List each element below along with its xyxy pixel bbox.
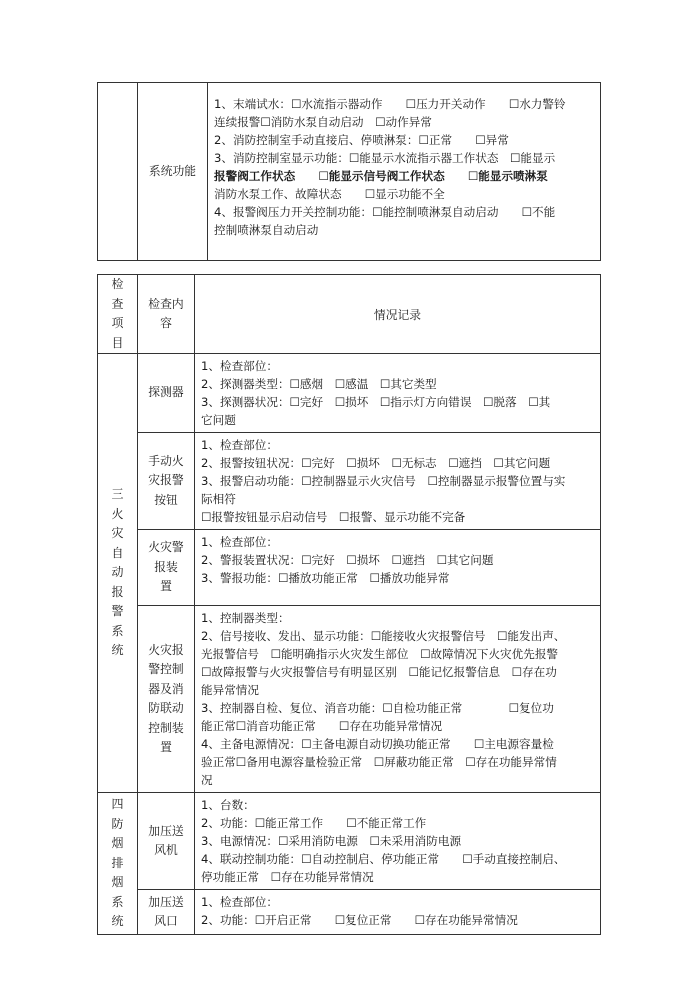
record-cell-alarm-device	[195, 530, 601, 606]
record-line: 它问题	[201, 413, 236, 427]
record-line: 2、功能：☐开启正常 ☐复位正常 ☐存在功能异常情况	[201, 913, 518, 927]
record-line: 1、检查部位：	[201, 895, 278, 909]
record-line: 2、功能：☐能正常工作 ☐不能正常工作	[201, 816, 427, 830]
section-category-smoke-control: 四 防 烟 排 烟 系 统	[98, 793, 138, 935]
record-cell-manual-button	[195, 433, 601, 530]
record-line: ☐报警按钮显示启动信号 ☐报警、显示功能不完备	[201, 510, 466, 524]
main-table	[97, 274, 601, 935]
table-row	[98, 530, 601, 606]
table-row	[98, 793, 601, 890]
record-line: 1、检查部位：	[201, 535, 278, 549]
record-line: 2、警报装置状况：☐完好 ☐损坏 ☐遮挡 ☐其它问题	[201, 553, 494, 567]
record-line: 1、台数：	[201, 798, 255, 812]
record-line: 光报警信号 ☐能明确指示火灾发生部位 ☐故障情况下火灾优先报警	[201, 647, 559, 661]
section-category-fire-alarm: 三 火 灾 自 动 报 警 系 统	[98, 354, 138, 793]
table-row	[98, 890, 601, 935]
record-line: 报警阀工作状态 ☐能显示信号阀工作状态 ☐能显示喷淋泵	[214, 169, 548, 183]
record-line: 停功能正常 ☐存在功能异常情况	[201, 870, 374, 884]
table-row	[98, 433, 601, 530]
record-line: 3、消防控制室显示功能：☐能显示水流指示器工作状态 ☐能显示	[214, 151, 556, 165]
item-name-manual-button: 手动火 灾报警 按钮	[138, 433, 195, 530]
record-line: 1、检查部位：	[201, 359, 278, 373]
system-function-row	[98, 83, 601, 261]
header-record: 情况记录	[195, 275, 601, 354]
record-line: 能异常情况	[201, 683, 259, 697]
record-line: 能正常☐消音功能正常 ☐存在功能异常情况	[201, 719, 443, 733]
record-line: 4、主备电源情况：☐主备电源自动切换功能正常 ☐主电源容量检	[201, 737, 554, 751]
record-line: 3、电源情况：☐采用消防电源 ☐未采用消防电源	[201, 834, 462, 848]
record-cell-pressurization-fan	[195, 793, 601, 890]
record-line: 1、控制器类型：	[201, 611, 290, 625]
record-line: 控制喷淋泵自动启动	[214, 223, 319, 237]
header-check-content: 检查内 容	[138, 275, 195, 354]
item-name-alarm-device: 火灾警 报装 置	[138, 530, 195, 606]
header-check-item: 检 查 项 目	[98, 275, 138, 354]
table-row	[98, 606, 601, 793]
top-table	[97, 82, 601, 261]
record-line: 3、报警启动功能：☐控制器显示火灾信号 ☐控制器显示报警位置与实	[201, 474, 566, 488]
record-line: 况	[201, 773, 213, 787]
record-line: 4、联动控制功能：☐自动控制启、停功能正常 ☐手动直接控制启、	[201, 852, 566, 866]
record-line: 1、末端试水：☐水流指示器动作 ☐压力开关动作 ☐水力警铃	[214, 97, 566, 111]
record-line: 2、探测器类型：☐感烟 ☐感温 ☐其它类型	[201, 377, 437, 391]
record-line: 1、检查部位：	[201, 438, 278, 452]
record-cell-detector	[195, 354, 601, 433]
item-name-controller: 火灾报 警控制 器及消 防联动 控制装 置	[138, 606, 195, 793]
item-name-pressurization-vent: 加压送 风口	[138, 890, 195, 935]
record-line: 消防水泵工作、故障状态 ☐显示功能不全	[214, 187, 445, 201]
record-line: 4、报警阀压力开关控制功能：☐能控制喷淋泵自动启动 ☐不能	[214, 205, 556, 219]
record-line: 际相符	[201, 492, 236, 506]
record-cell-pressurization-vent	[195, 890, 601, 935]
top-category-cell	[98, 83, 138, 261]
record-line: 2、信号接收、发出、显示功能：☐能接收火灾报警信号 ☐能发出声、	[201, 629, 566, 643]
record-line: 3、探测器状况：☐完好 ☐损坏 ☐指示灯方向错误 ☐脱落 ☐其	[201, 395, 551, 409]
item-name-pressurization-fan: 加压送 风机	[138, 793, 195, 890]
record-line: ☐故障报警与火灾报警信号有明显区别 ☐能记忆报警信息 ☐存在功	[201, 665, 557, 679]
record-cell-controller	[195, 606, 601, 793]
item-name-detector: 探测器	[138, 354, 195, 433]
record-line: 3、警报功能：☐播放功能正常 ☐播放功能异常	[201, 571, 450, 585]
record-line: 验正常☐备用电源容量检验正常 ☐屏蔽功能正常 ☐存在功能异常情	[201, 755, 557, 769]
table-row	[98, 354, 601, 433]
record-line: 2、报警按钮状况：☐完好 ☐损坏 ☐无标志 ☐遮挡 ☐其它问题	[201, 456, 551, 470]
header-row	[98, 275, 601, 354]
top-record-cell	[208, 83, 601, 261]
record-line: 3、控制器自检、复位、消音功能：☐自检功能正常 ☐复位功	[201, 701, 554, 715]
record-line: 连续报警☐消防水泵自动启动 ☐动作异常	[214, 115, 432, 129]
record-line: 2、消防控制室手动直接启、停喷淋泵：☐正常 ☐异常	[214, 133, 509, 147]
top-item-name: 系统功能	[138, 83, 208, 261]
